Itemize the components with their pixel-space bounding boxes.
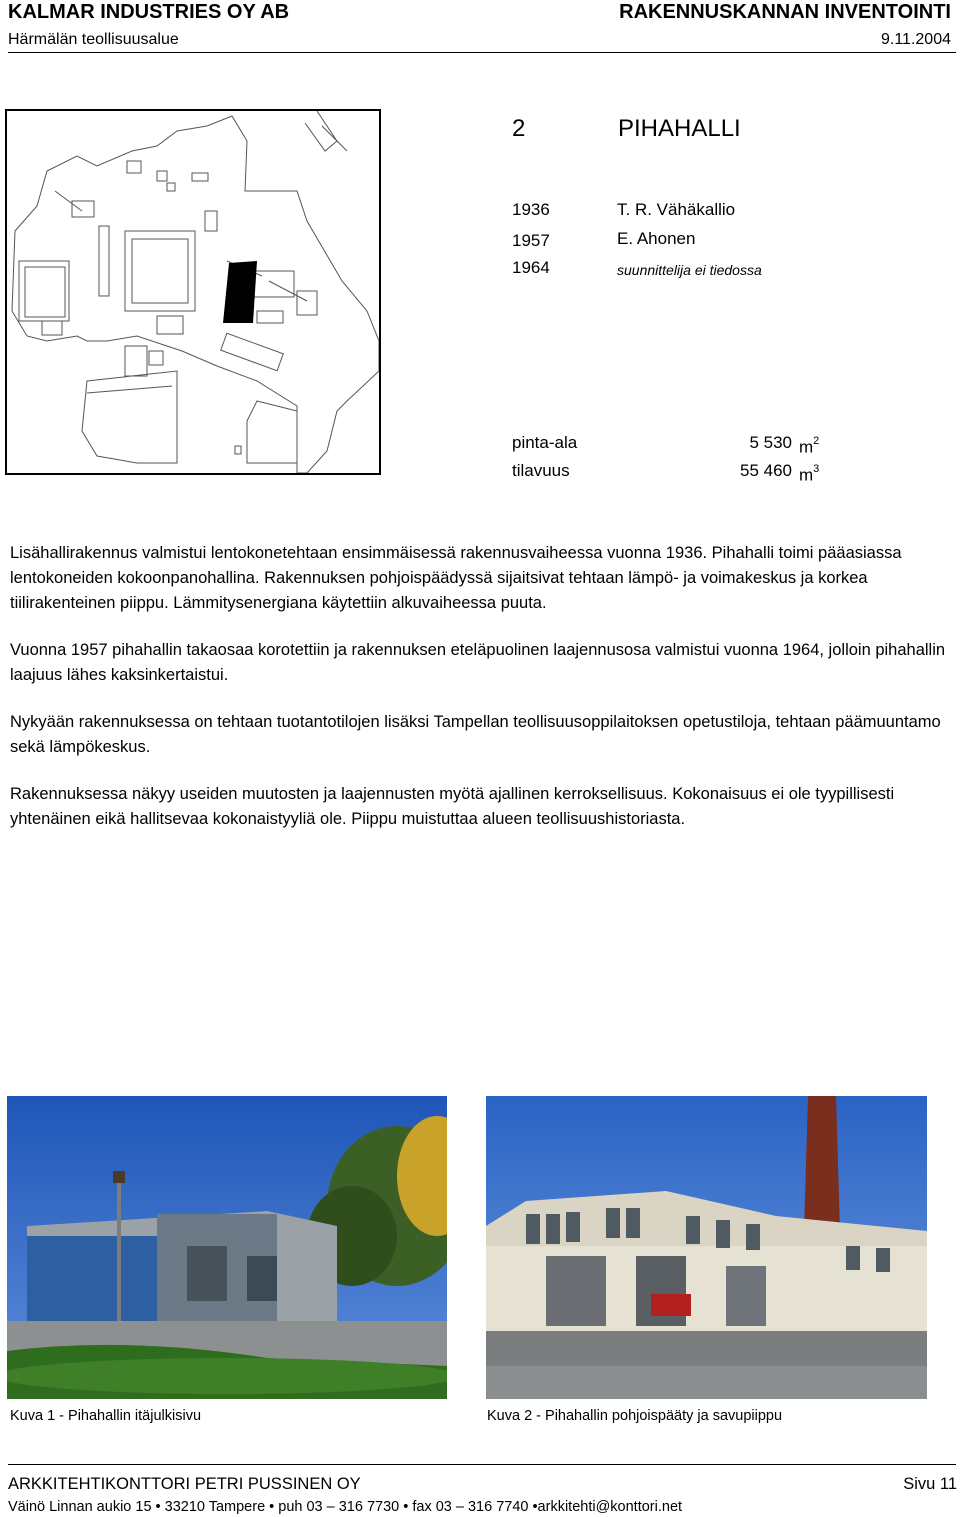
metric-value-area: 5 530: [749, 433, 792, 452]
document-title: RAKENNUSKANNAN INVENTOINTI: [619, 1, 951, 23]
history-year-2: 1957: [512, 231, 550, 250]
paragraph-1: Lisähallirakennus valmistui lentokonetehtaan ensimmäisessä rakennusvaiheessa vuonna 1936. Pihahalli toimi pääasiassa lentokoneiden kokoonpanohallina. Rakennuksen pohjoispäädyssä sijaitsivat tehtaan lämpö- ja voimakeskus ja korkea tiilirakenteinen piippu. Lämmitysenergiana käytettiin alkuvaiheessa puuta.: [10, 544, 902, 612]
photo-1-caption: Kuva 1 - Pihahallin itäjulkisivu: [10, 1408, 202, 1424]
description: [10, 541, 955, 854]
history-architect-3: suunnittelija ei tiedossa: [617, 262, 762, 278]
history-year-3: 1964: [512, 258, 550, 277]
paragraph-3: Nykyään rakennuksessa on tehtaan tuotantotilojen lisäksi Tampellan teollisuusoppilaitoksen opetustiloja, tehtaan päämuuntamo sekä lämpökeskus.: [10, 713, 941, 756]
photo-north-end-image: [486, 1096, 927, 1399]
header-divider: [8, 52, 956, 53]
building-name: PIHAHALLI: [618, 115, 741, 142]
paragraph-4: Rakennuksessa näkyy useiden muutosten ja laajennusten myötä ajallinen kerroksellisuus. Kokonaisuus ei ole tyypillisesti yhtenäinen eikä hallitsevaa kokonaistyyliä ole. Piippu muistuttaa alueen teollisuushistoriasta.: [10, 785, 895, 828]
site-plan-map: [5, 109, 381, 475]
photo-east-facade: [7, 1096, 447, 1399]
company-name: KALMAR INDUSTRIES OY AB: [8, 1, 290, 23]
metric-unit-volume: $m^3$: [799, 463, 820, 485]
metric-unit-area: $m^2$: [799, 435, 820, 457]
photo-2-caption: Kuva 2 - Pihahallin pohjoispääty ja savupiippu: [487, 1408, 783, 1424]
building-number: 2: [512, 115, 526, 142]
metric-value-volume: 55 460: [740, 461, 792, 480]
metric-label-volume: tilavuus: [512, 461, 570, 480]
history-year-1: 1936: [512, 200, 550, 219]
highlighted-building: [223, 261, 257, 323]
history-architect-1: T. R. Vähäkallio: [617, 200, 736, 219]
page-number: Sivu 11: [903, 1475, 957, 1493]
footer-contact: Väinö Linnan aukio 15 • 33210 Tampere • puh 03 – 316 7730 • fax 03 – 316 7740 •arkkitehti@konttori.net: [8, 1499, 683, 1515]
document-date: 9.11.2004: [881, 31, 951, 48]
site-plan-drawing: [7, 111, 379, 473]
metric-label-area: pinta-ala: [512, 433, 578, 452]
photo-north-end-chimney: [486, 1096, 927, 1399]
footer-divider: [8, 1464, 956, 1465]
history-architect-2: E. Ahonen: [617, 229, 696, 248]
paragraph-2: Vuonna 1957 pihahallin takaosaa korotettiin ja rakennuksen eteläpuolinen laajennusosa valmistui vuonna 1964, jolloin pihahallin laajuus lähes kaksinkertaistui.: [10, 641, 946, 684]
footer-office: ARKKITEHTIKONTTORI PETRI PUSSINEN OY: [8, 1475, 361, 1493]
photo-east-facade-image: [7, 1096, 447, 1399]
area-name: Härmälän teollisuusalue: [8, 31, 179, 48]
